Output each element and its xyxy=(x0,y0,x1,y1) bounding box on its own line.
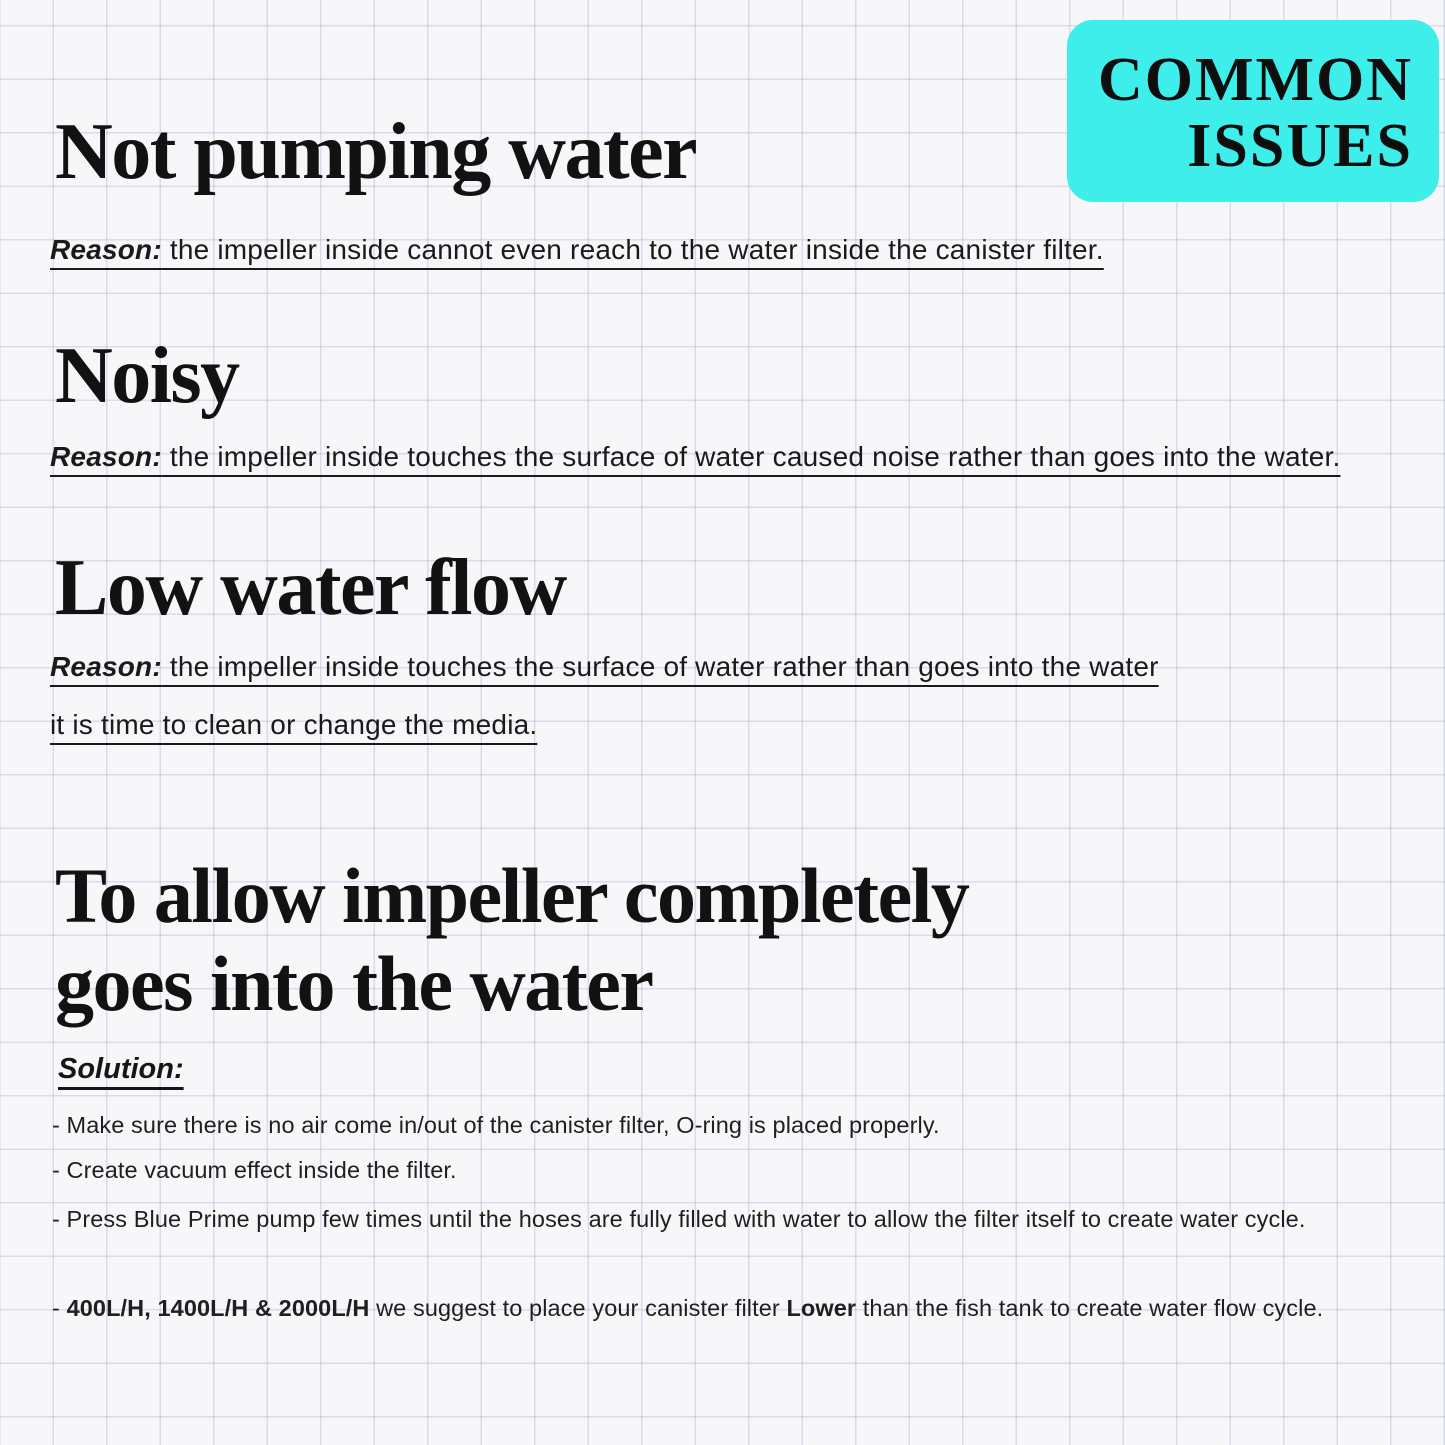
solution-bullet-vacuum: - Create vacuum effect inside the filter. xyxy=(52,1157,457,1183)
bullet-tail-text: than the fish tank to create water flow cycle. xyxy=(856,1295,1324,1321)
reason-low-water-flow-line2 xyxy=(50,709,537,741)
reason-label: Reason: xyxy=(50,234,162,265)
reason-label: Reason: xyxy=(50,651,162,682)
bullet-prefix: - xyxy=(52,1295,67,1321)
reason-label: Reason: xyxy=(50,441,162,472)
heading-noisy: Noisy xyxy=(55,332,239,420)
reason-low-water-flow-line1 xyxy=(50,651,1159,683)
solution-bullet-models-lower xyxy=(52,1295,1323,1322)
solution-bullet-air-oring: - Make sure there is no air come in/out of the canister filter, O-ring is placed properly. xyxy=(52,1112,940,1138)
heading-allow-impeller xyxy=(55,852,968,1028)
reason-text: it is time to clean or change the media. xyxy=(50,709,538,740)
heading-low-water-flow: Low water flow xyxy=(55,544,566,632)
bullet-lower-bold: Lower xyxy=(786,1295,857,1321)
common-issues-badge xyxy=(1067,20,1439,202)
heading-line-2: goes into the water xyxy=(55,940,653,1027)
reason-noisy xyxy=(50,441,1340,473)
bullet-mid-text: we suggest to place your canister filter xyxy=(369,1295,787,1321)
reason-not-pumping-water xyxy=(50,234,1104,266)
heading-line-1: To allow impeller completely xyxy=(55,852,969,939)
reason-text: the impeller inside cannot even reach to the water inside the canister filter. xyxy=(161,234,1104,265)
reason-text: the impeller inside touches the surface of water rather than goes into the water xyxy=(161,651,1159,682)
bullet-models-bold: 400L/H, 1400L/H & 2000L/H xyxy=(66,1295,370,1321)
solution-label: Solution: xyxy=(58,1053,184,1085)
solution-bullet-prime-pump: - Press Blue Prime pump few times until the hoses are fully filled with water to allow the filter itself to create water cycle. xyxy=(52,1206,1306,1232)
reason-text: the impeller inside touches the surface of water caused noise rather than goes into the water. xyxy=(161,441,1341,472)
badge-line-issues: ISSUES xyxy=(1187,112,1413,180)
heading-not-pumping-water: Not pumping water xyxy=(55,108,697,196)
badge-line-common: COMMON xyxy=(1097,46,1413,114)
